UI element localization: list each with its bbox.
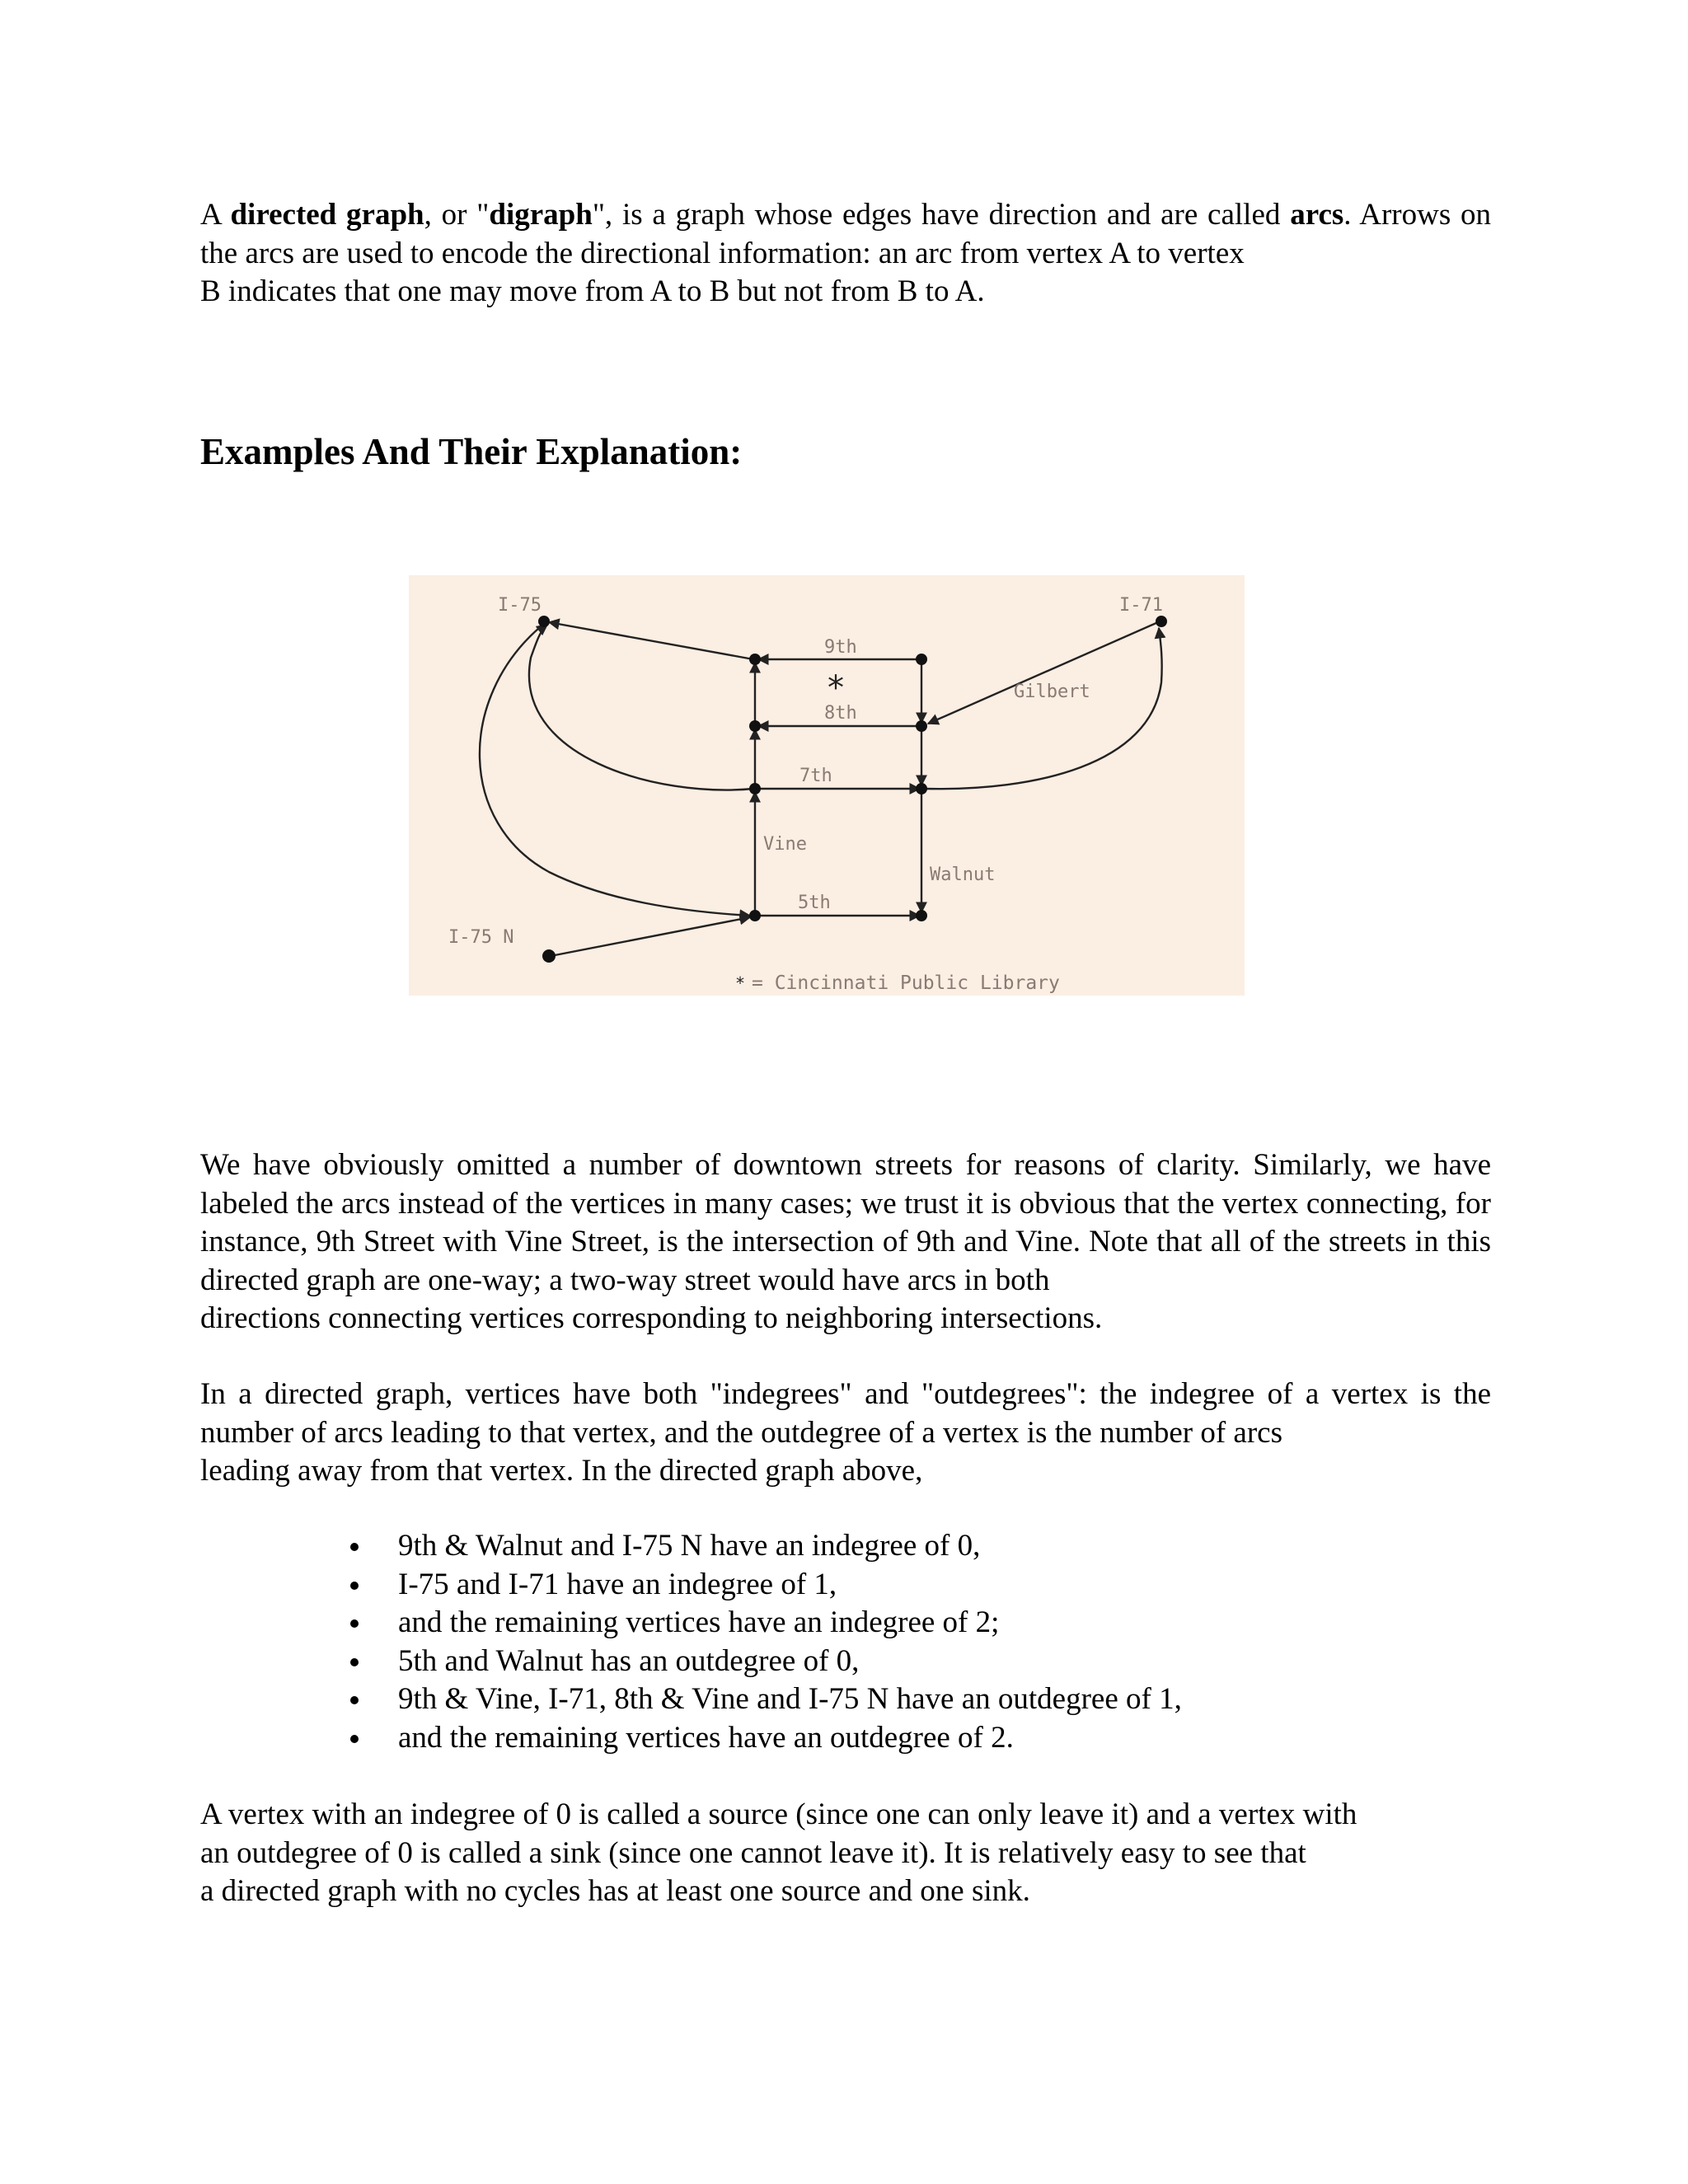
bullet-icon	[350, 1543, 359, 1551]
label-8th: 8th	[824, 703, 857, 724]
arc-i75n-5th-vine	[551, 917, 750, 956]
vertex-8th-vine	[749, 720, 761, 732]
list-item	[346, 1643, 1182, 1681]
arc-i71-gilbert	[928, 622, 1158, 724]
vertex-5th-walnut	[916, 910, 927, 921]
term-arcs: arcs	[1290, 198, 1344, 232]
list-item-text: 9th & Walnut and I-75 N have an indegree of 0,	[398, 1529, 981, 1563]
paragraph-line: all of the streets in this directed graph are one-way; a two-way street would have arcs in both	[200, 1225, 1491, 1297]
paragraph-line: leading away from that vertex. In the directed graph above,	[200, 1454, 923, 1488]
degree-list	[346, 1527, 1182, 1757]
intro-text: ", is a graph whose edges have direction and are called	[592, 198, 1281, 232]
list-item-text: I-75 and I-71 have an indegree of 1,	[398, 1567, 837, 1601]
intro-text: .	[1343, 198, 1352, 232]
arc-7th-vine-i75	[529, 625, 753, 790]
label-7th: 7th	[799, 766, 832, 786]
bullet-icon	[350, 1619, 359, 1628]
list-item	[346, 1604, 1182, 1643]
vertex-i75	[538, 616, 550, 627]
arc-9th-vine-i75	[549, 622, 753, 659]
term-directed-graph: directed graph	[230, 198, 424, 232]
degrees-paragraph	[200, 1376, 1491, 1491]
vertex-i75n	[542, 949, 556, 963]
bullet-icon	[350, 1696, 359, 1704]
intro-text: A	[200, 198, 221, 232]
paragraph-line: directions connecting vertices corresponding to neighboring intersections.	[200, 1301, 1103, 1335]
vertex-i71	[1156, 616, 1167, 627]
vertex-5th-vine	[749, 910, 761, 921]
explanation-paragraph	[200, 1146, 1491, 1338]
list-item-text: 9th & Vine, I-71, 8th & Vine and I-75 N have an outdegree of 1,	[398, 1682, 1182, 1716]
vertex-8th-walnut	[916, 720, 927, 732]
list-item	[346, 1527, 1182, 1566]
list-item-text: 5th and Walnut has an outdegree of 0,	[398, 1643, 860, 1678]
bullet-icon	[350, 1658, 359, 1666]
paragraph-line: connecting, for instance, 9th Street with Vine Street, is the intersection of 9th and Vine. Note that	[200, 1186, 1492, 1258]
bullet-icon	[350, 1582, 359, 1590]
vertex-9th-walnut	[916, 654, 927, 665]
term-digraph: digraph	[489, 198, 593, 232]
paragraph-line: In a directed graph, vertices have both "indegrees" and "outdegrees": the indegree of a vertex is	[200, 1377, 1442, 1411]
paragraph-line: have labeled the arcs instead of the vertices in many cases; we trust it is obvious that the vertex	[200, 1148, 1491, 1221]
source-sink-paragraph	[200, 1796, 1491, 1911]
diagram-labels	[448, 595, 1163, 994]
legend-text: = Cincinnati Public Library	[752, 972, 1060, 994]
paragraph-line: an outdegree of 0 is called a sink (since one cannot leave it). It is relatively easy to see that	[200, 1835, 1306, 1870]
vertex-7th-walnut	[916, 783, 927, 794]
intro-text: Arrows on the arcs are used to encode the directional information: an arc from vertex A to vertex	[200, 198, 1492, 270]
list-item	[346, 1680, 1182, 1719]
label-i75: I-75	[498, 595, 542, 616]
section-heading: Examples And Their Explanation:	[200, 431, 743, 472]
intro-text: B indicates that one may move from A to B but not from B to A.	[200, 274, 985, 308]
list-item-text: and the remaining vertices have an outdegree of 2.	[398, 1720, 1014, 1755]
bullet-icon	[350, 1735, 359, 1743]
label-5th: 5th	[798, 893, 831, 913]
list-item-text: and the remaining vertices have an indegree of 2;	[398, 1605, 1000, 1639]
vertex-9th-vine	[749, 654, 761, 665]
label-9th: 9th	[824, 637, 857, 658]
list-item	[346, 1566, 1182, 1605]
paragraph-line: We have obviously omitted a number of downtown streets for reasons of clarity. Similarly, we	[200, 1148, 1421, 1182]
label-i71: I-71	[1119, 595, 1163, 616]
digraph-svg	[409, 575, 1245, 996]
vertex-7th-vine	[749, 783, 761, 794]
label-walnut: Walnut	[930, 865, 996, 885]
legend-star-mark: *	[735, 973, 746, 993]
paragraph-line: A vertex with an indegree of 0 is called a source (since one can only leave it) and a vertex with	[200, 1797, 1357, 1831]
paragraph-line: the number of arcs leading to that vertex, and the outdegree of a vertex is the number of arcs	[200, 1377, 1491, 1450]
library-star-icon: *	[828, 669, 844, 707]
label-vine: Vine	[763, 834, 807, 855]
intro-paragraph	[200, 196, 1491, 312]
list-item	[346, 1719, 1182, 1758]
arc-i75-5th-vine	[480, 628, 750, 916]
intro-text: , or "	[424, 198, 490, 232]
street-digraph-figure	[409, 575, 1245, 996]
label-i75n: I-75 N	[448, 927, 514, 948]
label-gilbert: Gilbert	[1014, 682, 1090, 702]
paragraph-line: a directed graph with no cycles has at least one source and one sink.	[200, 1874, 1030, 1908]
